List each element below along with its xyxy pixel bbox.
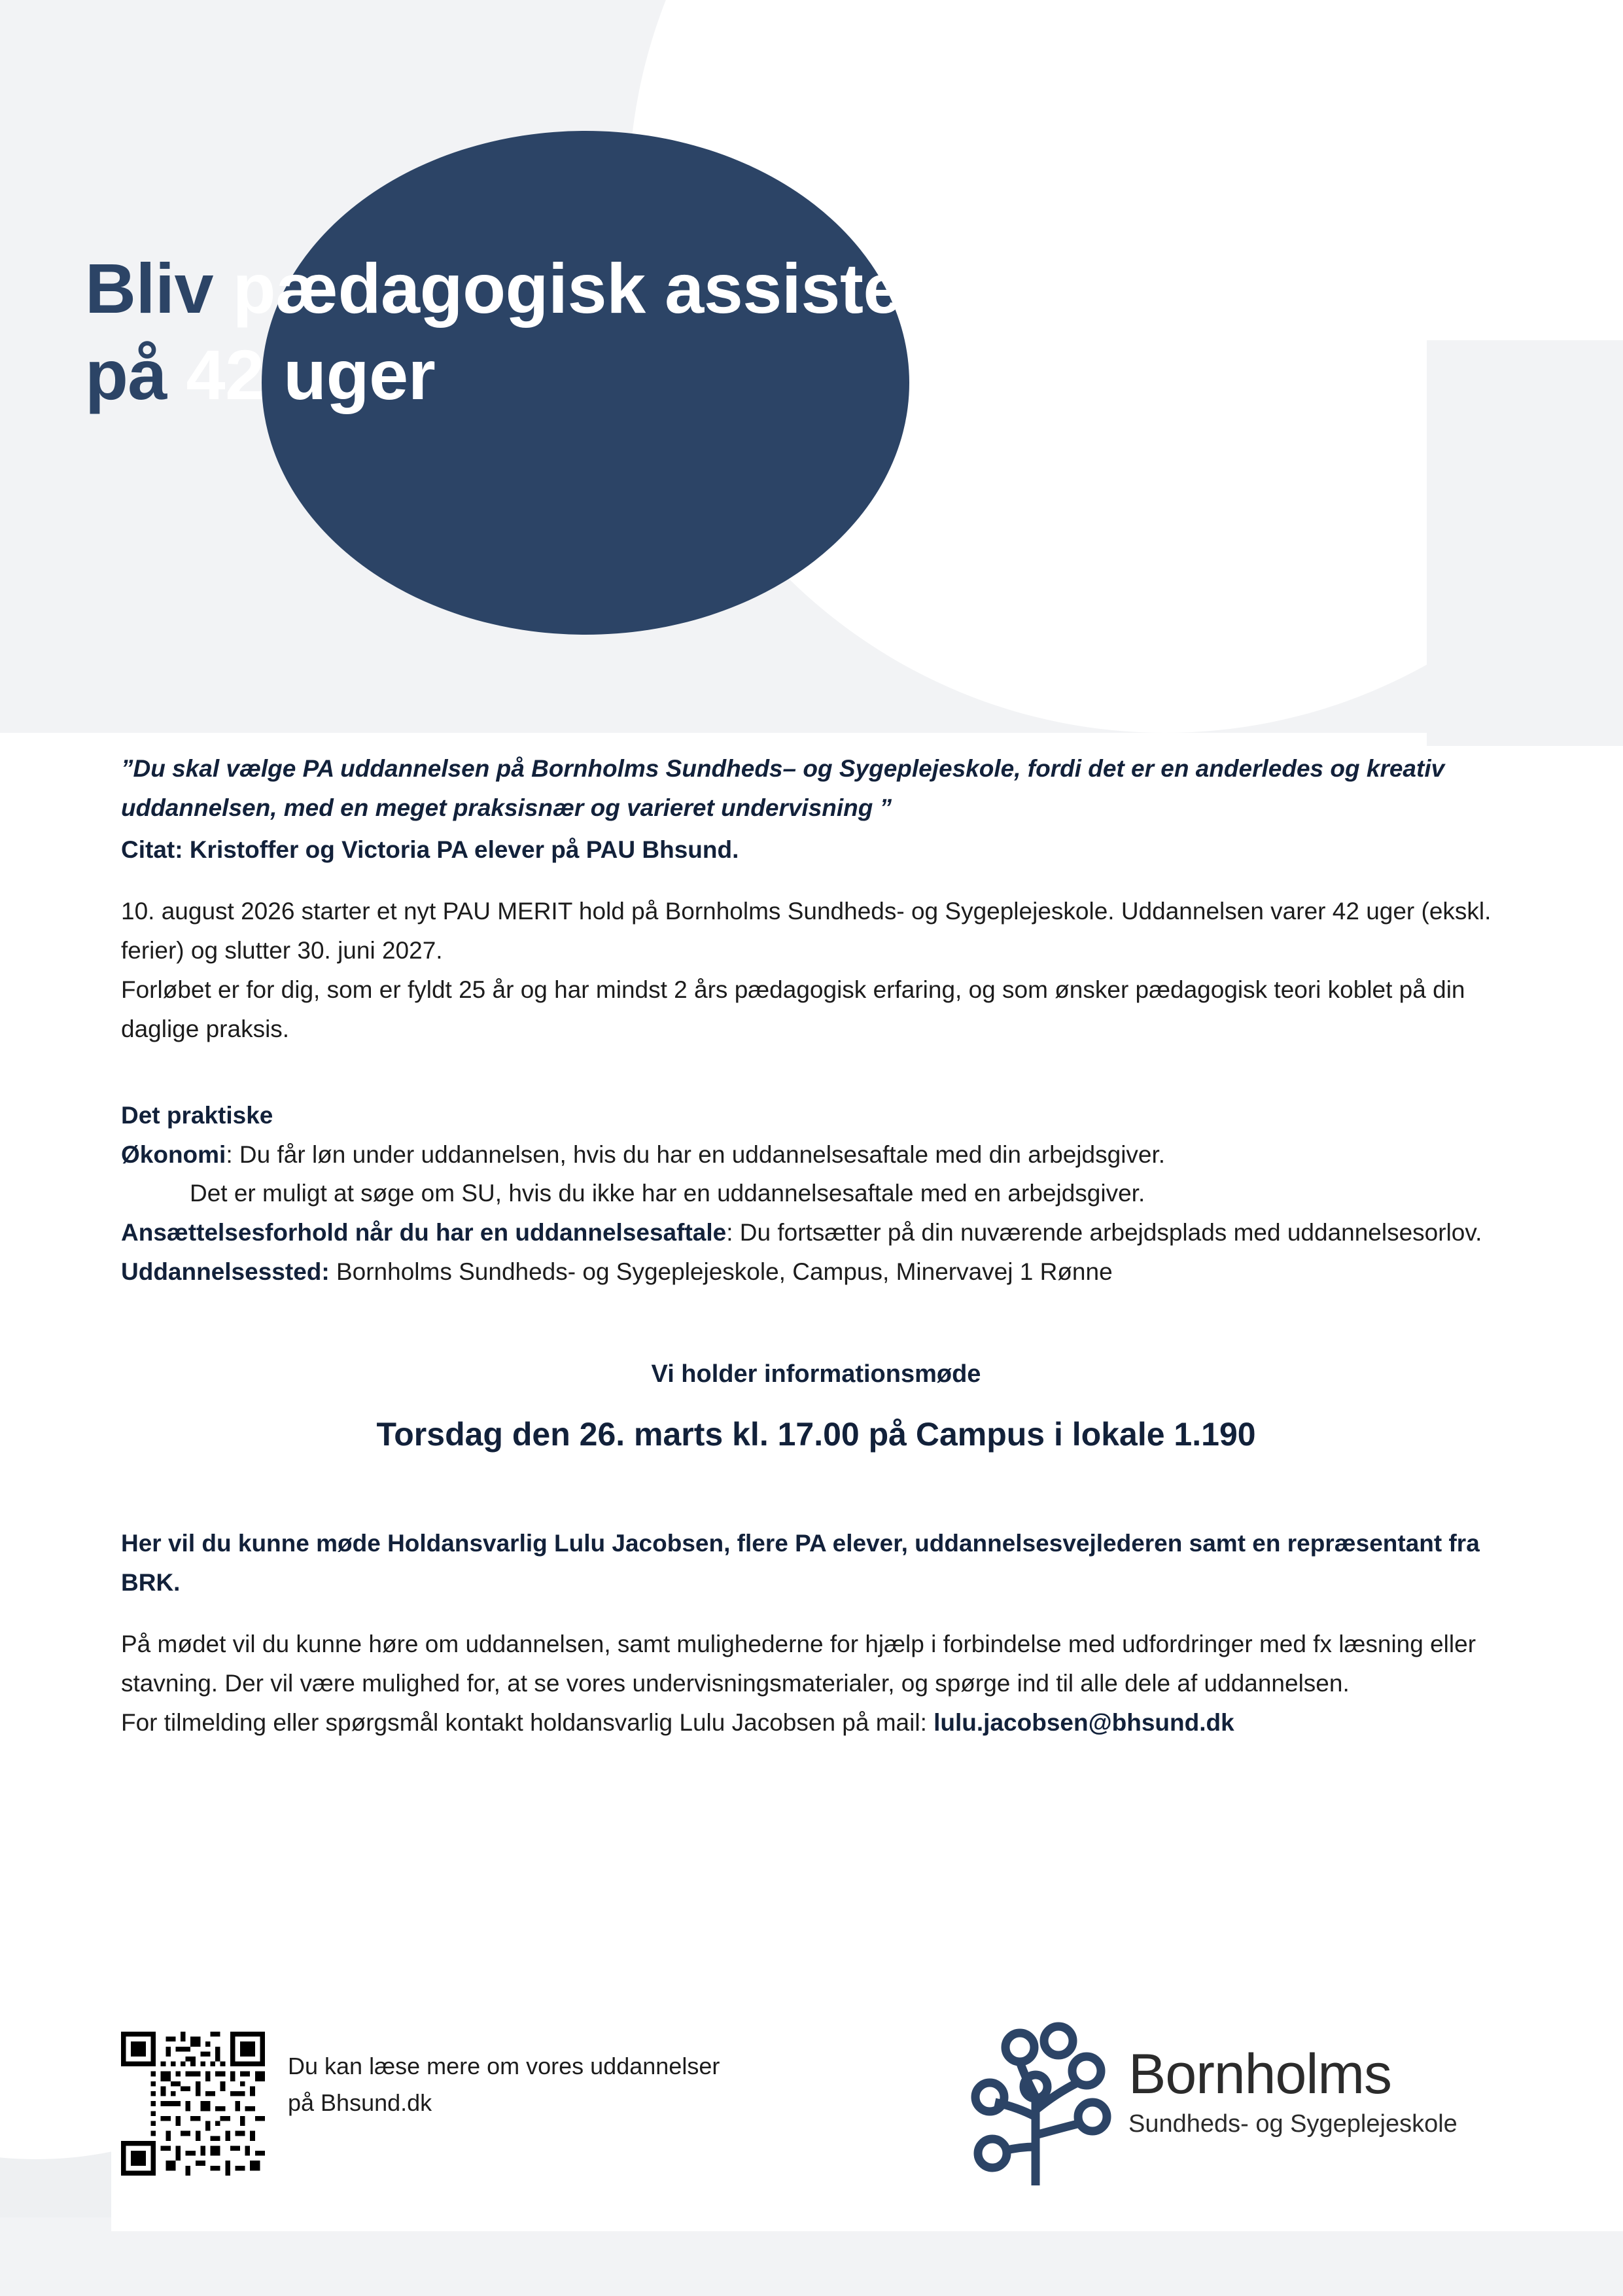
practical-heading: Det praktiske	[121, 1101, 273, 1129]
qr-caption	[288, 2048, 720, 2121]
economy-line	[121, 1135, 1511, 1174]
employment-line	[121, 1213, 1511, 1252]
economy-note-line	[121, 1174, 1511, 1213]
meeting-who: Her vil du kunne møde Holdansvarlig Lulu Jacobsen, flere PA elever, uddannelsesvejlederen samt en repræsentant fra BRK.	[121, 1529, 1480, 1596]
logo-wordmark	[1128, 2043, 1514, 2138]
employment-text: : Du fortsætter på din nuværende arbejdsplads med uddannelsesorlov.	[726, 1219, 1482, 1246]
logo-name: Bornholms	[1128, 2043, 1392, 2106]
signup-line	[121, 1703, 1511, 1742]
logo-subtitle: Sundheds- og Sygeplejeskole	[1128, 2110, 1457, 2138]
economy-note: Det er muligt at søge om SU, hvis du ikke har en uddannelsesaftale med en arbejdsgiver.	[190, 1180, 1145, 1207]
page-title	[85, 245, 1524, 418]
intro-paragraph-1: 10. august 2026 starter et nyt PAU MERIT hold på Bornholms Sundheds- og Sygeplejeskole. Uddannelsen varer 42 uger (ekskl. ferier) og slutter 30. juni 2027.	[121, 897, 1492, 964]
location-label: Uddannelsessted:	[121, 1258, 330, 1286]
meeting-title: Vi holder informationsmøde	[651, 1360, 981, 1388]
headline-part-paedagogisk: pædagogisk	[232, 249, 646, 328]
contact-email[interactable]: lulu.jacobsen@bhsund.dk	[934, 1708, 1234, 1736]
location-line	[121, 1252, 1511, 1292]
meeting-about: På mødet vil du kunne høre om uddannelsen, samt mulighederne for hjælp i forbindelse med udfordringer med fx læsning eller stavning. Der vil være mulighed for, at se vores undervisningsmaterialer, og spørge ind til alle dele af uddannelsen.	[121, 1630, 1476, 1697]
meeting-when: Torsdag den 26. marts kl. 17.00 på Campus i lokale 1.190	[376, 1415, 1256, 1453]
school-logo	[952, 2019, 1514, 2195]
intro-paragraph-2: Forløbet er for dig, som er fyldt 25 år og har mindst 2 års pædagogisk erfaring, og som ønsker pædagogisk teori koblet på din daglige praksis.	[121, 976, 1465, 1042]
headline-line-1	[85, 245, 1524, 332]
headline-part-bliv: Bliv	[85, 249, 233, 328]
signup-text: For tilmelding eller spørgsmål kontakt holdansvarlig Lulu Jacobsen på mail:	[121, 1708, 934, 1736]
poster-body	[121, 749, 1511, 1742]
poster-footer	[121, 2025, 1514, 2221]
headline-part-42-uger: 42 uger	[186, 334, 436, 414]
employment-label: Ansættelsesforhold når du har en uddannelsesaftale	[121, 1219, 727, 1246]
economy-label: Økonomi	[121, 1140, 226, 1168]
tree-logo-icon	[952, 2019, 1122, 2192]
quote-attribution: Citat: Kristoffer og Victoria PA elever på PAU Bhsund.	[121, 836, 739, 863]
economy-text: : Du får løn under uddannelsen, hvis du har en uddannelsesaftale med din arbejdsgiver.	[226, 1140, 1166, 1168]
headline-line-2	[85, 332, 1524, 418]
headline-part-assistent: assistent	[645, 249, 968, 328]
headline-part-paa: på	[85, 334, 186, 414]
student-quote: ”Du skal vælge PA uddannelsen på Bornholms Sundheds– og Sygeplejeskole, fordi det er en anderledes og kreativ uddannelsen, med en meget praksisnær og varieret undervisning ”	[121, 755, 1445, 821]
location-text: Bornholms Sundheds- og Sygeplejeskole, Campus, Minervavej 1 Rønne	[329, 1258, 1113, 1286]
qr-caption-line-2: på Bhsund.dk	[288, 2089, 432, 2116]
qr-caption-line-1: Du kan læse mere om vores uddannelser	[288, 2053, 720, 2079]
qr-code-icon[interactable]	[121, 2032, 265, 2176]
